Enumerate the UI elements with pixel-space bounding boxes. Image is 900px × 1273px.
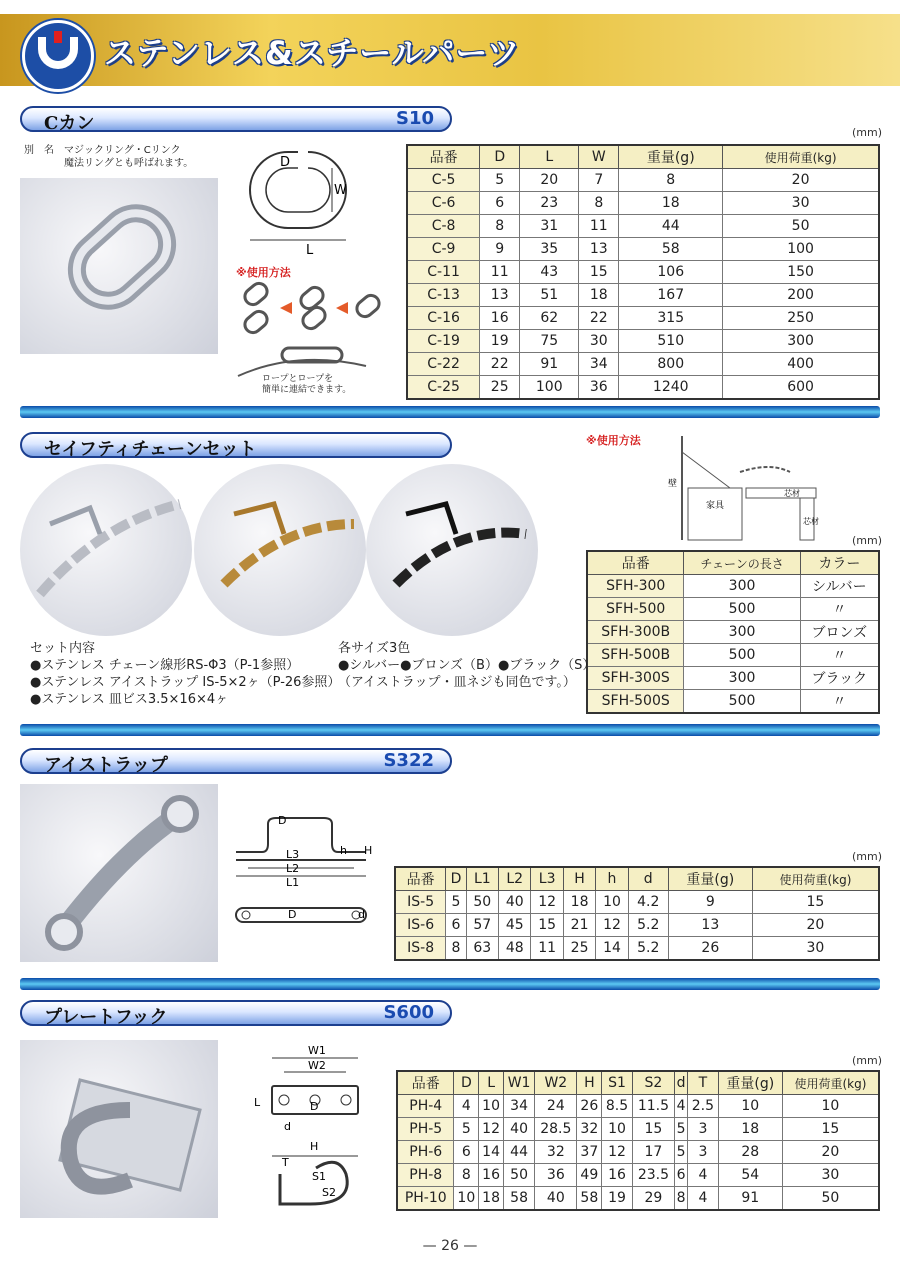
table-cell: 300: [723, 330, 879, 353]
table-cell: 13: [668, 914, 752, 937]
table-cell: 4: [688, 1187, 719, 1211]
furniture-label: 家具: [706, 501, 725, 511]
table-cell: 26: [577, 1095, 602, 1118]
column-header: 重量(g): [718, 1071, 782, 1095]
column-header: 使用荷重(kg): [752, 867, 879, 891]
dim-L1: L1: [286, 876, 300, 889]
table-row: [397, 1141, 879, 1164]
eyestrap-photo: [20, 784, 218, 962]
column-header: 品番: [587, 551, 684, 575]
table-cell: C-9: [407, 238, 480, 261]
table-row: [397, 1095, 879, 1118]
table-cell: SFH-500B: [587, 644, 684, 667]
table-cell: 37: [577, 1141, 602, 1164]
table-cell: 500: [684, 644, 800, 667]
table-cell: 4: [688, 1164, 719, 1187]
table-row: [587, 598, 879, 621]
table-cell: 18: [718, 1118, 782, 1141]
table-cell: 4: [454, 1095, 479, 1118]
table-cell: 91: [718, 1187, 782, 1211]
column-header: d: [675, 1071, 688, 1095]
core-label-2: 芯材: [803, 517, 819, 526]
table-cell: 13: [579, 238, 619, 261]
table-row: [395, 914, 879, 937]
platehook-diagram: [250, 1044, 380, 1214]
dim-S2: S2: [322, 1186, 336, 1199]
dim-D: D: [278, 814, 287, 827]
table-cell: SFH-300B: [587, 621, 684, 644]
table-cell: PH-4: [397, 1095, 454, 1118]
table-cell: C-19: [407, 330, 480, 353]
table-cell: 250: [723, 307, 879, 330]
table-cell: 63: [466, 937, 498, 961]
table-cell: 5: [480, 169, 520, 192]
table-cell: C-22: [407, 353, 480, 376]
table-cell: 315: [619, 307, 723, 330]
table-cell: 5: [675, 1141, 688, 1164]
table-cell: 5.2: [628, 937, 668, 961]
table-cell: 23: [520, 192, 579, 215]
table-cell: 30: [752, 937, 879, 961]
table-cell: 50: [723, 215, 879, 238]
table-row: [397, 1164, 879, 1187]
table-cell: ブロンズ: [800, 621, 879, 644]
section-header-eyestrap: [20, 748, 452, 774]
table-cell: 40: [499, 891, 531, 914]
table-cell: 45: [499, 914, 531, 937]
section-divider: [20, 978, 880, 990]
table-cell: 4: [675, 1095, 688, 1118]
table-cell: C-13: [407, 284, 480, 307]
set-contents: セット内容 ●ステンレス チェーン線形RS-Φ3（P-1参照） ●ステンレス アイストラップ IS-5×2ヶ（P-26参照） ●ステンレス 皿ビス3.5×16×4ヶ: [30, 641, 341, 707]
column-header: D: [446, 867, 466, 891]
table-cell: C-5: [407, 169, 480, 192]
table-cell: 100: [520, 376, 579, 400]
column-header: L: [520, 145, 579, 169]
table-row: [407, 215, 879, 238]
table-cell: 10: [454, 1187, 479, 1211]
table-row: [587, 644, 879, 667]
alias-note: 別 名 マジックリング・Cリンク 魔法リングとも呼ばれます。: [24, 145, 194, 169]
table-cell: IS-8: [395, 937, 446, 961]
table-cell: 28: [718, 1141, 782, 1164]
column-header: H: [577, 1071, 602, 1095]
table-cell: 11: [480, 261, 520, 284]
table-cell: C-11: [407, 261, 480, 284]
table-cell: 32: [535, 1141, 577, 1164]
table-cell: PH-6: [397, 1141, 454, 1164]
chain-photo-silver: [20, 464, 192, 636]
unit-label: (mm): [852, 1054, 883, 1067]
table-cell: 51: [520, 284, 579, 307]
table-cell: 50: [503, 1164, 534, 1187]
table-row: [407, 353, 879, 376]
table-cell: 31: [520, 215, 579, 238]
table-cell: 5: [675, 1118, 688, 1141]
table-cell: 36: [579, 376, 619, 400]
wall-label: 壁: [668, 479, 678, 489]
table-row: [395, 891, 879, 914]
table-cell: IS-5: [395, 891, 446, 914]
table-cell: 16: [479, 1164, 504, 1187]
table-cell: 20: [723, 169, 879, 192]
section-name: プレートフック: [44, 1007, 168, 1028]
table-cell: 167: [619, 284, 723, 307]
table-cell: 6: [675, 1164, 688, 1187]
table-cell: 2.5: [688, 1095, 719, 1118]
table-cell: 500: [684, 690, 800, 714]
column-header: 使用荷重(kg): [723, 145, 879, 169]
column-header: 使用荷重(kg): [782, 1071, 879, 1095]
section-code: S322: [383, 750, 434, 771]
ccan-usage-caption: ロープとロープを 簡単に連結できます。: [262, 374, 352, 395]
table-row: [587, 575, 879, 598]
table-cell: 19: [480, 330, 520, 353]
table-cell: C-6: [407, 192, 480, 215]
table-cell: 44: [503, 1141, 534, 1164]
safety-spec-table: [586, 550, 880, 714]
chain-photo-bronze: [194, 464, 366, 636]
table-row: [407, 192, 879, 215]
table-cell: 9: [668, 891, 752, 914]
table-cell: 58: [577, 1187, 602, 1211]
table-cell: 10: [782, 1095, 879, 1118]
table-cell: 54: [718, 1164, 782, 1187]
table-cell: 62: [520, 307, 579, 330]
dim-h: h: [340, 844, 347, 857]
table-cell: 35: [520, 238, 579, 261]
column-header: L3: [531, 867, 563, 891]
table-cell: 10: [479, 1095, 504, 1118]
table-cell: 106: [619, 261, 723, 284]
table-cell: 12: [602, 1141, 633, 1164]
table-cell: 40: [503, 1118, 534, 1141]
table-cell: PH-5: [397, 1118, 454, 1141]
table-cell: 510: [619, 330, 723, 353]
table-cell: 28.5: [535, 1118, 577, 1141]
table-cell: 18: [479, 1187, 504, 1211]
table-row: [397, 1118, 879, 1141]
table-cell: 30: [723, 192, 879, 215]
section-name: アイストラップ: [44, 755, 168, 776]
table-cell: 〃: [800, 690, 879, 714]
table-cell: 18: [563, 891, 595, 914]
table-cell: 36: [535, 1164, 577, 1187]
ccan-diagram: [232, 140, 372, 260]
table-cell: 15: [579, 261, 619, 284]
table-cell: 22: [480, 353, 520, 376]
table-cell: SFH-500S: [587, 690, 684, 714]
section-header-ccan: [20, 106, 452, 132]
unit-label: (mm): [852, 126, 883, 139]
dim-L3: L3: [286, 848, 300, 861]
table-cell: PH-10: [397, 1187, 454, 1211]
table-cell: 12: [479, 1118, 504, 1141]
table-cell: 34: [503, 1095, 534, 1118]
table-cell: 8: [446, 937, 466, 961]
table-cell: 20: [520, 169, 579, 192]
table-cell: 10: [596, 891, 628, 914]
table-cell: 8: [675, 1187, 688, 1211]
chain-photo-black: [366, 464, 538, 636]
table-cell: 11.5: [632, 1095, 674, 1118]
table-cell: 12: [596, 914, 628, 937]
table-cell: 15: [782, 1118, 879, 1141]
table-cell: 32: [577, 1118, 602, 1141]
column-header: h: [596, 867, 628, 891]
table-cell: 〃: [800, 644, 879, 667]
column-header: W2: [535, 1071, 577, 1095]
dim-l: L: [306, 243, 314, 258]
table-cell: 8: [619, 169, 723, 192]
table-row: [587, 690, 879, 714]
dim-L2: L2: [286, 862, 300, 875]
table-cell: 150: [723, 261, 879, 284]
dim-W2: W2: [308, 1059, 326, 1072]
page-number: — 26 —: [422, 1238, 478, 1254]
table-cell: 10: [602, 1118, 633, 1141]
core-label-1: 芯材: [784, 489, 800, 498]
table-row: [587, 667, 879, 690]
table-cell: 50: [466, 891, 498, 914]
table-cell: 300: [684, 575, 800, 598]
brand-logo: [22, 20, 94, 92]
ccan-photo-shape: [20, 178, 218, 354]
table-cell: 17: [632, 1141, 674, 1164]
table-cell: 200: [723, 284, 879, 307]
table-cell: シルバー: [800, 575, 879, 598]
table-cell: 14: [596, 937, 628, 961]
eyestrap-spec-table: [394, 866, 880, 961]
table-cell: 15: [632, 1118, 674, 1141]
table-cell: 24: [535, 1095, 577, 1118]
table-cell: 34: [579, 353, 619, 376]
ccan-spec-table: [406, 144, 880, 400]
table-cell: 58: [503, 1187, 534, 1211]
table-cell: C-25: [407, 376, 480, 400]
eyestrap-diagram: [232, 814, 372, 934]
table-cell: 44: [619, 215, 723, 238]
table-cell: 91: [520, 353, 579, 376]
dim-L: L: [254, 1096, 261, 1109]
column-header: D: [480, 145, 520, 169]
table-cell: SFH-300S: [587, 667, 684, 690]
dim-d: D: [280, 155, 291, 170]
table-cell: 600: [723, 376, 879, 400]
dim-w: W: [334, 183, 347, 198]
column-header: L2: [499, 867, 531, 891]
dim-D2: D: [288, 908, 297, 921]
table-cell: 25: [480, 376, 520, 400]
ccan-usage-diagram: [236, 280, 386, 380]
table-cell: 18: [579, 284, 619, 307]
table-cell: 300: [684, 621, 800, 644]
section-code: S600: [383, 1002, 434, 1023]
section-header-platehook: [20, 1000, 452, 1026]
table-cell: C-16: [407, 307, 480, 330]
table-cell: C-8: [407, 215, 480, 238]
table-cell: 1240: [619, 376, 723, 400]
table-cell: 15: [531, 914, 563, 937]
table-cell: 6: [454, 1141, 479, 1164]
dim-D: D: [310, 1100, 319, 1113]
table-cell: 75: [520, 330, 579, 353]
unit-label: (mm): [852, 534, 883, 547]
table-cell: 3: [688, 1141, 719, 1164]
safety-usage-diagram: [660, 432, 860, 542]
color-options: 各サイズ3色 ●シルバー●ブロンズ（B）●ブラック（S） （アイストラップ・皿ネジも同色です。）: [338, 641, 596, 690]
unit-label: (mm): [852, 850, 883, 863]
dim-d: d: [358, 908, 365, 921]
column-header: L1: [466, 867, 498, 891]
platehook-photo: [20, 1040, 218, 1218]
table-cell: 11: [579, 215, 619, 238]
dim-H: H: [364, 844, 373, 857]
safety-usage-label: ※使用方法: [586, 434, 641, 447]
dim-T: T: [282, 1156, 289, 1169]
section-header-safety: [20, 432, 452, 458]
table-cell: 48: [499, 937, 531, 961]
dim-d: d: [284, 1120, 291, 1133]
table-cell: 8: [480, 215, 520, 238]
page-title: ステンレス&スチールパーツ: [104, 34, 521, 72]
table-cell: 30: [579, 330, 619, 353]
table-row: [407, 261, 879, 284]
table-cell: 12: [531, 891, 563, 914]
table-cell: ブラック: [800, 667, 879, 690]
ccan-usage-label: ※使用方法: [236, 266, 291, 279]
section-divider: [20, 724, 880, 736]
table-cell: 10: [718, 1095, 782, 1118]
table-cell: 6: [480, 192, 520, 215]
table-row: [407, 330, 879, 353]
column-header: 品番: [407, 145, 480, 169]
dim-H: H: [310, 1140, 319, 1153]
table-cell: 400: [723, 353, 879, 376]
table-cell: 29: [632, 1187, 674, 1211]
column-header: d: [628, 867, 668, 891]
column-header: W: [579, 145, 619, 169]
table-cell: 11: [531, 937, 563, 961]
table-cell: PH-8: [397, 1164, 454, 1187]
table-cell: 49: [577, 1164, 602, 1187]
table-cell: 19: [602, 1187, 633, 1211]
table-cell: 43: [520, 261, 579, 284]
column-header: W1: [503, 1071, 534, 1095]
table-cell: 8: [579, 192, 619, 215]
table-cell: 40: [535, 1187, 577, 1211]
column-header: L: [479, 1071, 504, 1095]
table-cell: 16: [602, 1164, 633, 1187]
column-header: H: [563, 867, 595, 891]
table-row: [407, 169, 879, 192]
table-row: [407, 307, 879, 330]
table-cell: 7: [579, 169, 619, 192]
table-cell: 500: [684, 598, 800, 621]
table-cell: 800: [619, 353, 723, 376]
table-cell: 〃: [800, 598, 879, 621]
table-cell: 5: [446, 891, 466, 914]
table-cell: 9: [480, 238, 520, 261]
column-header: S1: [602, 1071, 633, 1095]
table-cell: 8: [454, 1164, 479, 1187]
column-header: カラー: [800, 551, 879, 575]
table-cell: 21: [563, 914, 595, 937]
platehook-spec-table: [396, 1070, 880, 1211]
table-cell: 18: [619, 192, 723, 215]
section-name: セイフティチェーンセット: [44, 439, 257, 460]
table-cell: 26: [668, 937, 752, 961]
ccan-photo: [20, 178, 218, 354]
table-row: [407, 238, 879, 261]
table-cell: 50: [782, 1187, 879, 1211]
table-row: [407, 284, 879, 307]
table-cell: 23.5: [632, 1164, 674, 1187]
dim-W1: W1: [308, 1044, 326, 1057]
column-header: S2: [632, 1071, 674, 1095]
table-cell: 57: [466, 914, 498, 937]
column-header: チェーンの長さ: [684, 551, 800, 575]
table-cell: 8.5: [602, 1095, 633, 1118]
table-cell: 5.2: [628, 914, 668, 937]
table-cell: 14: [479, 1141, 504, 1164]
table-row: [587, 621, 879, 644]
table-row: [397, 1187, 879, 1211]
dim-S1: S1: [312, 1170, 326, 1183]
table-cell: 3: [688, 1118, 719, 1141]
table-cell: SFH-300: [587, 575, 684, 598]
table-cell: 25: [563, 937, 595, 961]
table-cell: 20: [752, 914, 879, 937]
column-header: 品番: [395, 867, 446, 891]
table-row: [407, 376, 879, 400]
table-cell: 6: [446, 914, 466, 937]
section-code: S10: [395, 108, 434, 129]
table-cell: 20: [782, 1141, 879, 1164]
table-cell: 300: [684, 667, 800, 690]
column-header: 重量(g): [668, 867, 752, 891]
column-header: D: [454, 1071, 479, 1095]
table-cell: 16: [480, 307, 520, 330]
table-cell: IS-6: [395, 914, 446, 937]
column-header: 重量(g): [619, 145, 723, 169]
table-row: [395, 937, 879, 961]
table-cell: 15: [752, 891, 879, 914]
table-cell: 13: [480, 284, 520, 307]
table-cell: 100: [723, 238, 879, 261]
section-name: Cカン: [44, 113, 95, 134]
column-header: T: [688, 1071, 719, 1095]
column-header: 品番: [397, 1071, 454, 1095]
section-divider: [20, 406, 880, 418]
table-cell: 30: [782, 1164, 879, 1187]
table-cell: 5: [454, 1118, 479, 1141]
table-cell: 58: [619, 238, 723, 261]
table-cell: SFH-500: [587, 598, 684, 621]
table-cell: 22: [579, 307, 619, 330]
table-cell: 4.2: [628, 891, 668, 914]
